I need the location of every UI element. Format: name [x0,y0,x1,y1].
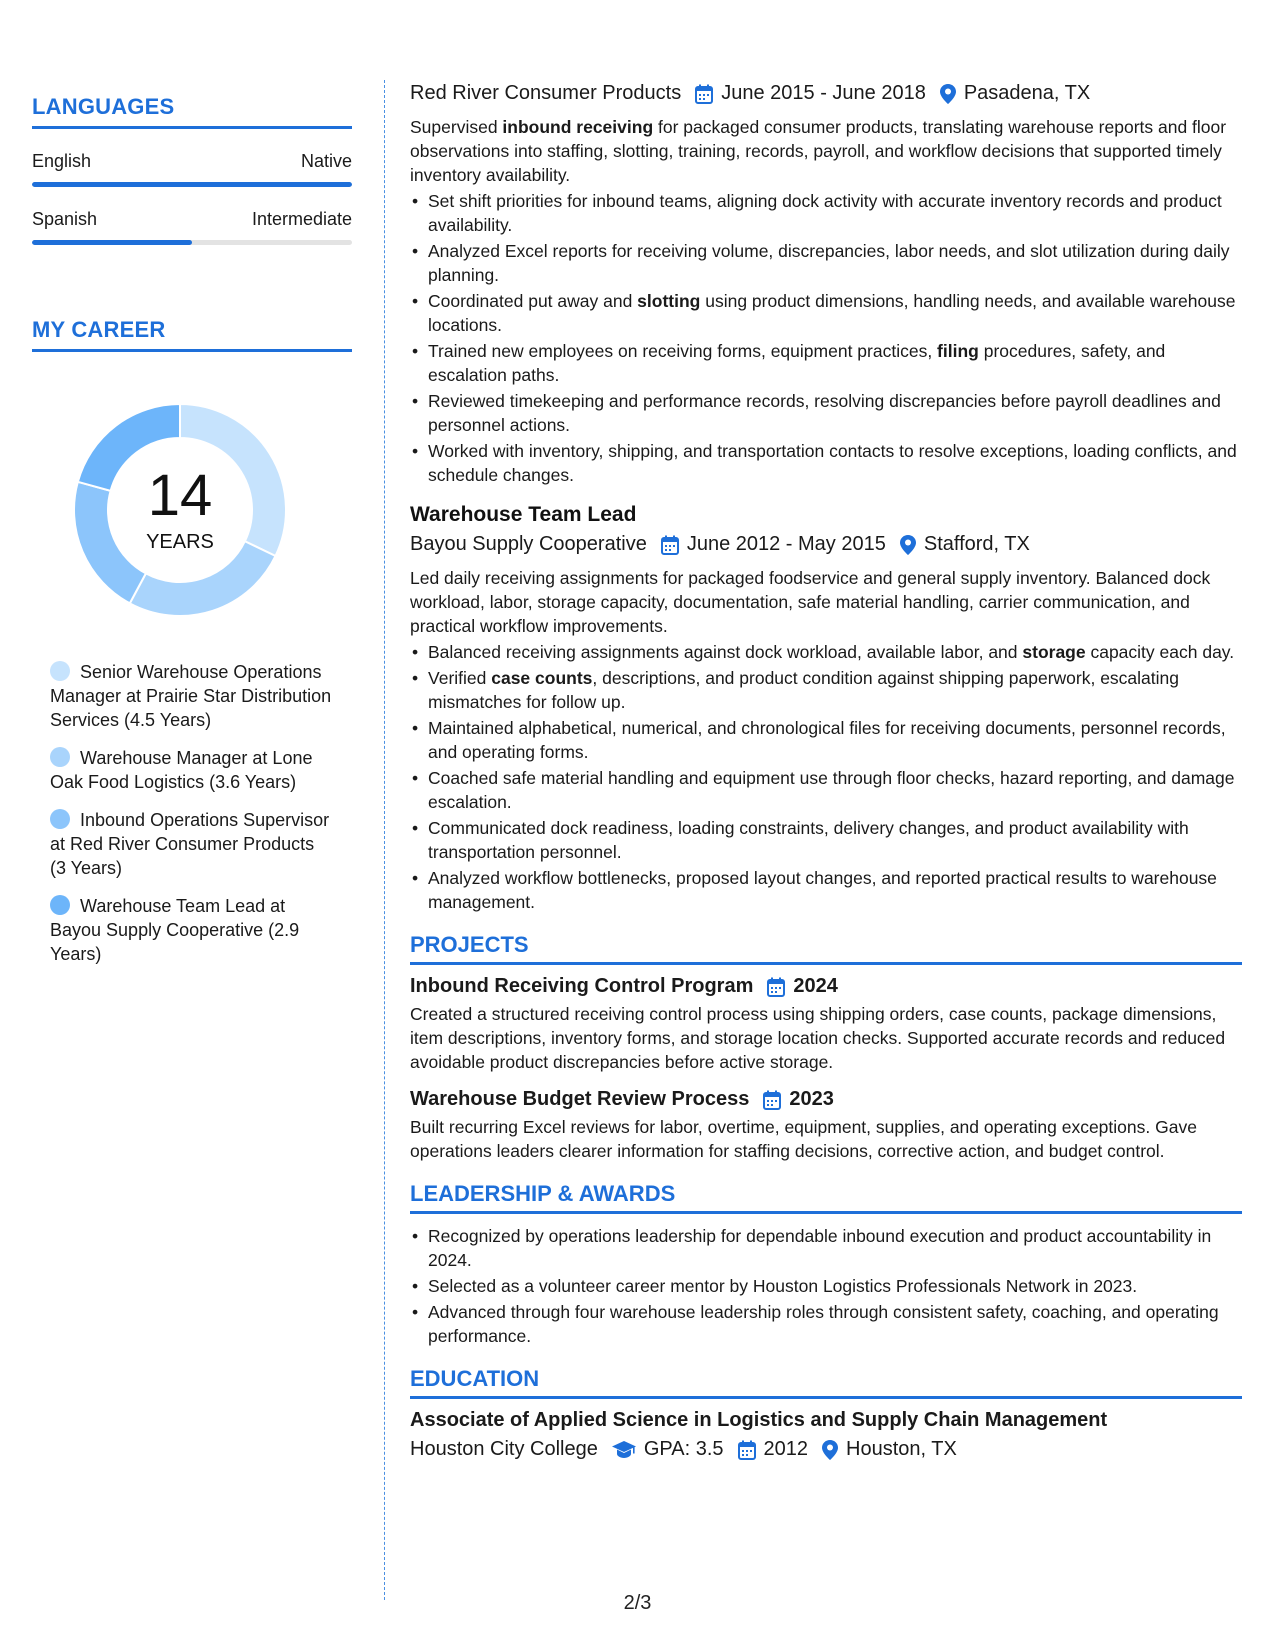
calendar-icon [763,1090,781,1110]
main-content [410,82,1242,1461]
legend-dot [50,895,70,915]
bullet-item: • Advanced through four warehouse leadership roles through consistent safety, coaching, and operating performance. [428,1300,1242,1348]
career-legend-item [50,660,332,732]
legend-label: Senior Warehouse Operations Manager at Prairie Star Distribution Services (4.5 Years) [50,662,332,730]
bullet-item: • Reviewed timekeeping and performance records, resolving discrepancies before payroll deadlines and personnel actions. [428,389,1242,437]
bullet-item: • Worked with inventory, shipping, and transportation contacts to resolve exceptions, loading conflicts, and schedule changes. [428,439,1242,487]
graduation-cap-icon [612,1441,636,1459]
job-dates: June 2015 - June 2018 [721,82,926,104]
job-location: Stafford, TX [923,533,1030,555]
job-description: Led daily receiving assignments for packaged foodservice and general supply inventory. Balanced dock workload, labor, storage capacity, documentation, safe material handling, carrier communication, and practical workflow improvements. [410,568,1211,636]
legend-dot [50,661,70,681]
bullet-item: • Trained new employees on receiving forms, equipment practices, filing procedures, safety, and escalation paths. [428,339,1242,387]
bullet-item: • Coordinated put away and slotting using product dimensions, handling needs, and available warehouse locations. [428,289,1242,337]
language-proficiency-fill [32,240,192,245]
legend-dot [50,747,70,767]
education-location: Houston, TX [846,1438,957,1460]
calendar-icon [738,1440,756,1460]
sidebar [32,94,352,980]
career-total-years: 14 [147,462,213,528]
language-proficiency-bar [32,240,352,245]
legend-label: Inbound Operations Supervisor at Red River Consumer Products (3 Years) [50,810,330,878]
bullet-item: • Analyzed workflow bottlenecks, proposed layout changes, and reported practical results to warehouse management. [428,866,1242,914]
language-item-spanish [32,209,352,245]
bullet-item: • Recognized by operations leadership for dependable inbound execution and product accountability in 2024. [428,1224,1242,1272]
job-company: Bayou Supply Cooperative [410,533,647,555]
project-title: Inbound Receiving Control Program [410,975,754,997]
leadership-heading: LEADERSHIP & AWARDS [410,1181,1242,1214]
language-proficiency-bar [32,182,352,187]
language-level: Native [300,151,352,171]
education-gpa: GPA: 3.5 [643,1438,724,1460]
career-donut-center [66,396,294,624]
career-legend-item [50,746,332,794]
bullet-item: • Selected as a volunteer career mentor by Houston Logistics Professionals Network in 2023. [428,1274,1242,1298]
job-bullets [410,189,1242,487]
job-description: Supervised inbound receiving for packaged consumer products, translating warehouse reports and floor observations into staffing, slotting, training, records, payroll, and workflow decisions that supported timely inventory availability. [410,117,1227,185]
calendar-icon [695,84,713,104]
bullet-item: • Set shift priorities for inbound teams, aligning dock activity with accurate inventory records and product availability. [428,189,1242,237]
project-meta [410,975,1242,998]
map-pin-icon [940,84,956,104]
job-entry [410,82,1242,487]
job-location: Pasadena, TX [963,82,1091,104]
calendar-icon [661,535,679,555]
bullet-item: • Communicated dock readiness, loading constraints, delivery changes, and product availability with transportation personnel. [428,816,1242,864]
job-meta [410,82,1242,105]
project-year: 2023 [789,1088,834,1110]
project-title: Warehouse Budget Review Process [410,1088,750,1110]
career-legend-item [50,894,332,966]
projects-heading: PROJECTS [410,932,1242,965]
languages-heading: LANGUAGES [32,94,352,129]
education-meta [410,1438,1242,1461]
language-proficiency-fill [32,182,352,187]
leadership-bullets [410,1224,1242,1348]
job-bullets [410,640,1242,914]
project-description: Created a structured receiving control process using shipping orders, case counts, package dimensions, item descriptions, inventory forms, and storage location checks. Supported accurate records and reduced avoidable product discrepancies before active storage. [410,1004,1226,1072]
language-item-english [32,151,352,187]
job-entry [410,503,1242,914]
project-description: Built recurring Excel reviews for labor, overtime, equipment, supplies, and operating exceptions. Gave operations leaders clearer information for staffing decisions, corrective action, and budget control. [410,1117,1197,1161]
bullet-item: • Coached safe material handling and equipment use through floor checks, hazard reporting, and damage escalation. [428,766,1242,814]
career-years-unit: YEARS [146,530,214,553]
language-level: Intermediate [251,209,352,229]
job-company: Red River Consumer Products [410,82,682,104]
job-dates: June 2012 - May 2015 [686,533,886,555]
job-title: Warehouse Team Lead [410,503,637,526]
map-pin-icon [822,1440,838,1460]
language-list [32,151,352,245]
bullet-item: • Verified case counts, descriptions, and product condition against shipping paperwork, escalating mismatches for follow up. [428,666,1242,714]
bullet-item: • Balanced receiving assignments against dock workload, available labor, and storage capacity each day. [428,640,1242,664]
calendar-icon [767,977,785,997]
career-legend-item [50,808,332,880]
project-year: 2024 [793,975,838,997]
language-name: Spanish [32,209,98,229]
language-name: English [32,151,92,171]
career-donut-chart [66,396,294,624]
bullet-item: • Analyzed Excel reports for receiving volume, discrepancies, labor needs, and slot utilization during daily planning. [428,239,1242,287]
job-meta [410,533,1242,556]
education-school: Houston City College [410,1438,598,1460]
column-divider [384,80,385,1600]
page-number: 2/3 [623,1592,652,1614]
project-meta [410,1088,1242,1111]
project-entry [410,975,1242,1074]
legend-label: Warehouse Team Lead at Bayou Supply Cooperative (2.9 Years) [50,896,300,964]
bullet-item: • Maintained alphabetical, numerical, and chronological files for receiving documents, personnel records, and operating forms. [428,716,1242,764]
legend-dot [50,809,70,829]
career-legend [32,660,332,966]
career-heading: MY CAREER [32,317,352,352]
education-heading: EDUCATION [410,1366,1242,1399]
education-degree: Associate of Applied Science in Logistics and Supply Chain Management [410,1409,1108,1431]
legend-label: Warehouse Manager at Lone Oak Food Logistics (3.6 Years) [50,748,313,792]
project-entry [410,1088,1242,1163]
map-pin-icon [900,535,916,555]
education-year: 2012 [763,1438,809,1460]
